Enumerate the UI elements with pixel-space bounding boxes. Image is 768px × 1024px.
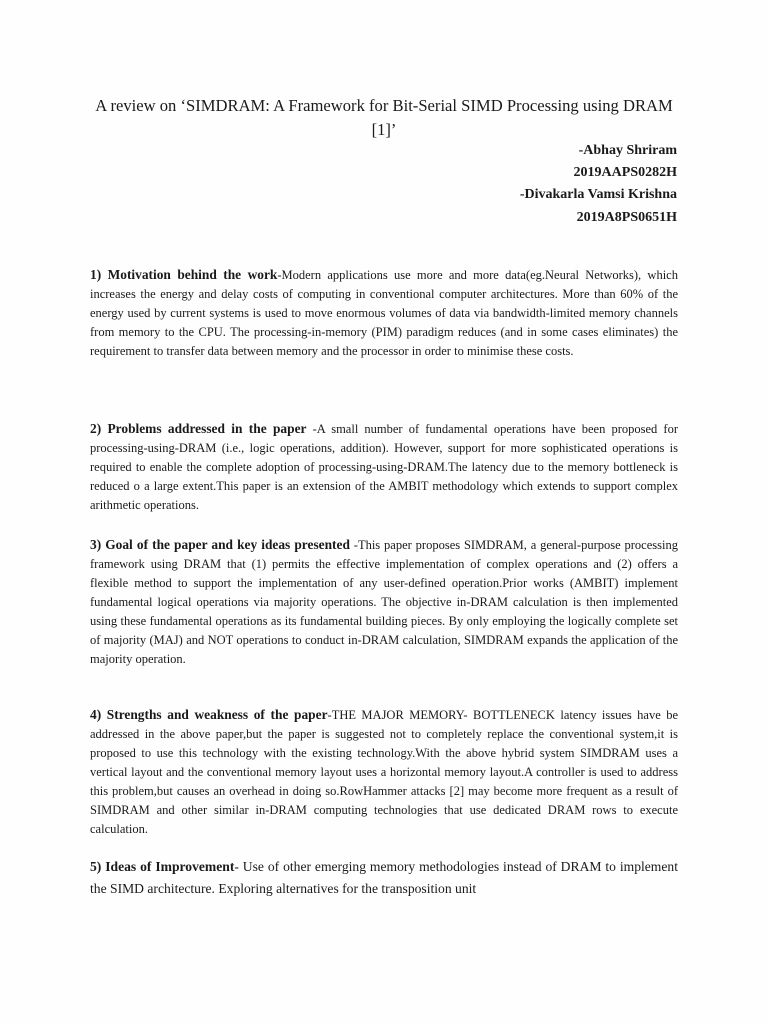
section-body: -A small number of fundamental operations have been proposed for processing-using-DRAM (i.e., logic operations, addition). However, support for more sophisticated operations is required to enable the complete adoption of processing-using-DRAM.The latency due to the memory bottleneck is reduced o a large extent.This paper is an extension of the AMBIT methodology which extends to support complex arithmetic operations. [90,422,678,512]
section-body: -Modern applications use more and more data(eg.Neural Networks), which increases the energy and delay costs of computing in conventional computer architectures. More than 60% of the energy used by current systems is used to move enormous volumes of data via bandwidth-limited memory channels from memory to the CPU. The processing-in-memory (PIM) paradigm reduces (and in some cases eliminates) the requirement to transfer data between memory and the processor in order to minimise these costs. [90,268,678,358]
section-body: -This paper proposes SIMDRAM, a general-purpose processing framework using DRAM that (1) permits the effective implementation of complex operations and (2) offers a flexible method to support the implementation of any user-defined operation.Prior works (AMBIT) implement fundamental logical operations via majority operations. The objective in-DRAM calculation is then implemented using these fundamental operations as its fundamental building pieces. By only employing the logically complete set of majority (MAJ) and NOT operations to conduct in-DRAM calculation, SIMDRAM expands the application of the majority operation. [90,538,678,666]
section-heading: 4) Strengths and weakness of the paper [90,707,328,722]
section-problems [90,419,678,515]
section-body: - Use of other emerging memory methodologies instead of DRAM to implement the SIMD architecture. Exploring alternatives for the transposition unit [90,859,678,896]
author-id-1: 2019AAPS0282H [573,165,677,181]
section-heading: 3) Goal of the paper and key ideas presented [90,537,350,552]
document-title: A review on ‘SIMDRAM: A Framework for Bit-Serial SIMD Processing using DRAM [1]’ [95,96,673,139]
section-motivation [90,265,678,361]
section-strengths-weakness [90,705,678,839]
section-body: -THE MAJOR MEMORY- BOTTLENECK latency issues have be addressed in the above paper,but the paper is suggested not to completely replace the conventional system,it is proposed to use this technology with the existing technology.With the above hybrid system SIMDRAM uses a vertical layout and the conventional memory layout uses a horizontal memory layout.A controller is used to address this problem,but causes an overhead in doing so.RowHammer attacks [2] may become more frequent as a result of SIMDRAM and other similar in-DRAM computing technologies that use dedicated DRAM rows to execute calculation. [90,708,678,836]
section-heading: 1) Motivation behind the work [90,267,278,282]
section-goals [90,535,678,669]
section-heading: 5) Ideas of Improvement [90,859,235,874]
section-heading: 2) Problems addressed in the paper [90,421,307,436]
author-name-2: -Divakarla Vamsi Krishna [519,187,677,203]
author-block [520,140,677,229]
author-name-1: -Abhay Shriram [578,143,677,158]
author-id-2: 2019A8PS0651H [576,209,677,225]
section-improvement [90,856,678,900]
